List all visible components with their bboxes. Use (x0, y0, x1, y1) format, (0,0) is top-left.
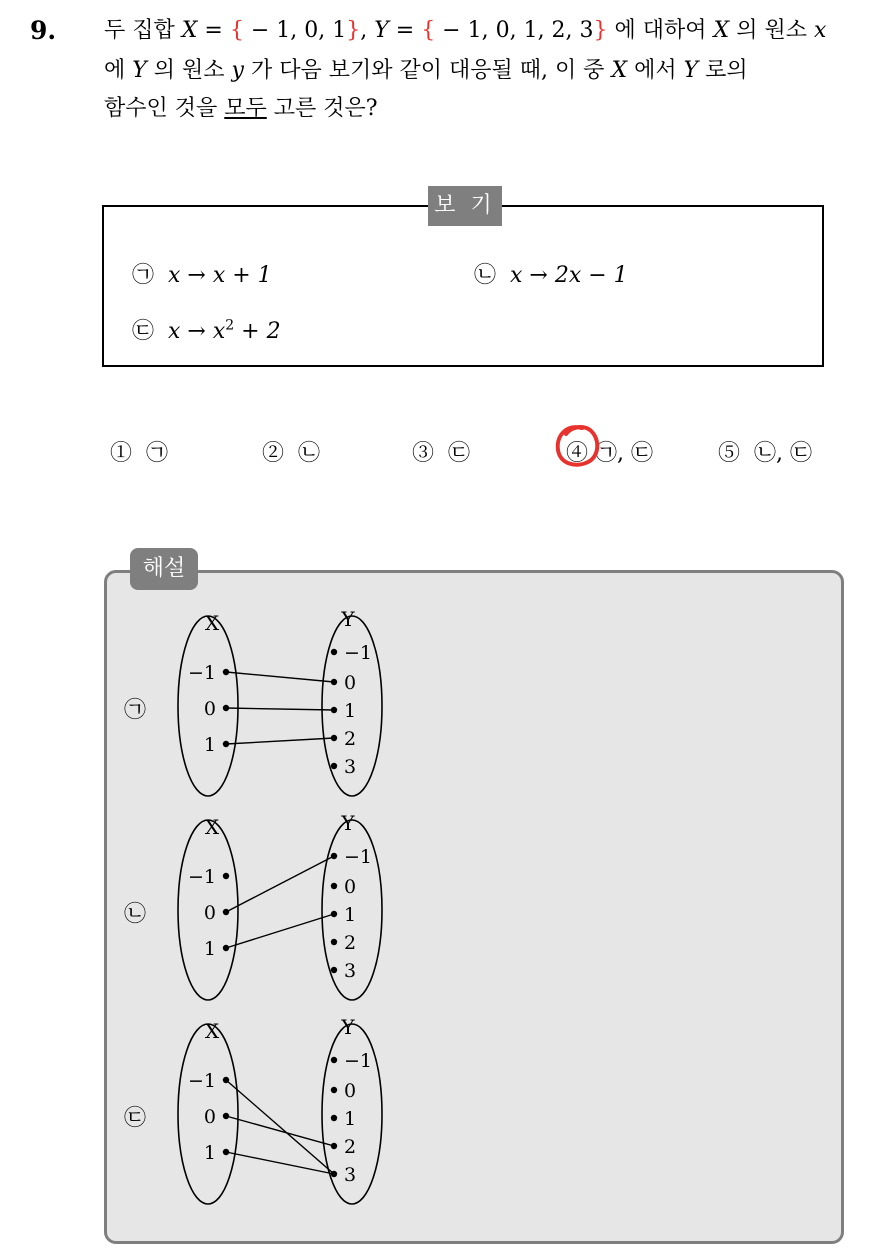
set-x-element: −1 (187, 1070, 216, 1092)
mapping-arrow (226, 856, 334, 912)
set-y-element: 2 (344, 1136, 357, 1158)
mapping-diagram-3 (170, 1012, 410, 1208)
set-y-dot (331, 649, 337, 655)
set-y-element: 1 (344, 904, 357, 926)
mapping-arrow (226, 914, 334, 948)
set-y-dot (331, 735, 337, 741)
mapping-diagram-1 (170, 604, 410, 800)
set-x-element: −1 (187, 866, 216, 888)
bogi-title: 보 기 (428, 186, 502, 226)
mapping-arrow (226, 672, 334, 682)
set-y-element: −1 (344, 642, 373, 664)
set-y-dot (331, 707, 337, 713)
set-x-element: 1 (203, 938, 216, 960)
set-y-dot (331, 1143, 337, 1149)
question-number: 9. (30, 16, 57, 45)
set-y-element: 0 (344, 876, 357, 898)
set-x-dot (223, 741, 229, 747)
mapping-arrow (226, 1116, 334, 1146)
question-line-2: 에 Y 의 원소 y 가 다음 보기와 같이 대응될 때, 이 중 X 에서 Y 로의 (104, 58, 748, 83)
set-y-dot (331, 911, 337, 917)
set-x-element: 1 (203, 734, 216, 756)
set-y-element: 1 (344, 700, 357, 722)
set-x-dot (223, 873, 229, 879)
set-y-dot (331, 679, 337, 685)
question-line-3: 함수인 것을 모두 고른 것은? (104, 96, 378, 121)
set-y-element: −1 (344, 846, 373, 868)
answer-choice-1[interactable]: ① ㉠ (110, 441, 169, 466)
set-y-name: Y (341, 811, 355, 835)
answer-choice-4[interactable]: ④ ㉠, ㉢ (566, 441, 654, 466)
set-x-dot (223, 1113, 229, 1119)
selected-answer-circle-icon (552, 422, 604, 472)
set-x-dot (223, 1077, 229, 1083)
bogi-item-2: ㉡ x → 2x − 1 (474, 263, 628, 288)
mapping-arrow (226, 1152, 334, 1174)
set-y-element: 3 (344, 756, 357, 778)
set-y-element: 0 (344, 672, 357, 694)
set-x-name: X (204, 611, 220, 635)
bogi-item-1: ㉠ x → x + 1 (132, 263, 272, 288)
set-y-dot (331, 883, 337, 889)
solution-title: 해설 (130, 548, 198, 590)
set-y-element: 0 (344, 1080, 357, 1102)
set-x-dot (223, 705, 229, 711)
set-x-element: 1 (203, 1142, 216, 1164)
mapping-arrow (226, 738, 334, 744)
set-y-element: 2 (344, 932, 357, 954)
set-x-dot (223, 909, 229, 915)
set-x-element: −1 (187, 662, 216, 684)
set-x-element: 0 (203, 698, 216, 720)
set-x-dot (223, 945, 229, 951)
set-x-name: X (204, 1019, 220, 1043)
set-y-dot (331, 1115, 337, 1121)
set-x-element: 0 (203, 1106, 216, 1128)
question-line-1: 두 집합 X = { − 1, 0, 1}, Y = { − 1, 0, 1, 2, 3} 에 대하여 X 의 원소 x (104, 18, 827, 43)
set-y-element: 3 (344, 1164, 357, 1186)
set-x-dot (223, 1149, 229, 1155)
set-y-element: 3 (344, 960, 357, 982)
set-x-element: 0 (203, 902, 216, 924)
mapping-arrow (226, 1080, 334, 1174)
set-y-dot (331, 967, 337, 973)
set-y-dot (331, 939, 337, 945)
solution-label-2: ㉡ (124, 902, 147, 927)
set-y-dot (331, 1057, 337, 1063)
answer-choice-5[interactable]: ⑤ ㉡, ㉢ (718, 441, 813, 466)
solution-label-3: ㉢ (124, 1106, 147, 1131)
solution-label-1: ㉠ (124, 698, 147, 723)
set-y-dot (331, 763, 337, 769)
mapping-arrow (226, 708, 334, 710)
set-x-name: X (204, 815, 220, 839)
mapping-diagram-2 (170, 808, 410, 1004)
set-y-dot (331, 1087, 337, 1093)
set-y-element: 1 (344, 1108, 357, 1130)
set-y-element: −1 (344, 1050, 373, 1072)
set-y-dot (331, 853, 337, 859)
set-y-dot (331, 1171, 337, 1177)
bogi-item-3: ㉢ $x \to x^2 + 2$ (132, 317, 281, 344)
set-y-name: Y (341, 607, 355, 631)
answer-choice-2[interactable]: ② ㉡ (262, 441, 321, 466)
answer-choice-3[interactable]: ③ ㉢ (412, 441, 471, 466)
set-x-dot (223, 669, 229, 675)
set-y-element: 2 (344, 728, 357, 750)
set-y-name: Y (341, 1015, 355, 1039)
